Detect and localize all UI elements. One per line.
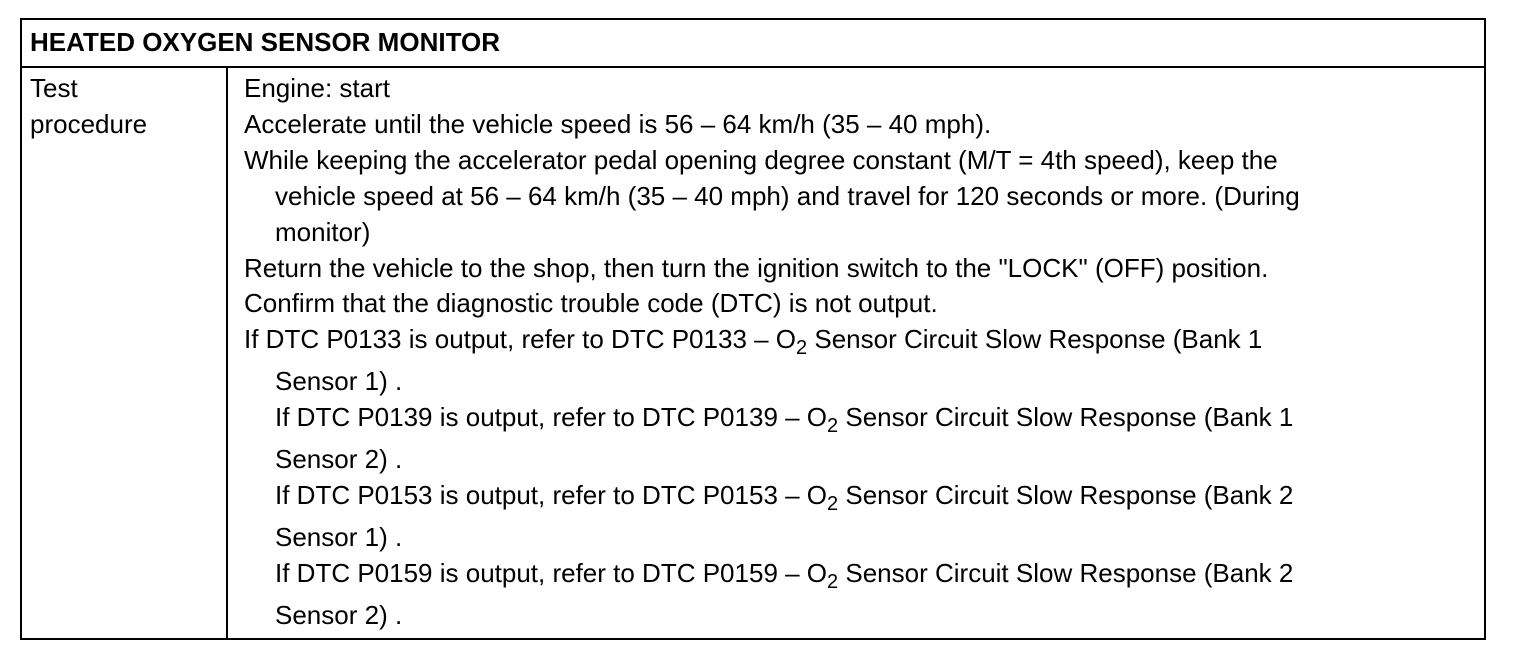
dtc-text: Sensor Circuit Slow Response (Bank 1 [838,402,1294,432]
procedure-table [20,18,1486,640]
dtc-p0133-line-1 [244,321,1262,360]
dtc-p0159-line-1 [275,555,1293,594]
dtc-text: Sensor Circuit Slow Response (Bank 2 [838,558,1294,588]
row-label-line-1: Test [30,73,78,103]
subscript: 2 [827,493,839,515]
step-engine-start: Engine: start [244,73,390,103]
dtc-p0139-line-1 [275,399,1293,438]
dtc-text: If DTC P0159 is output, refer to DTC P0159 – O [275,558,828,588]
step-accelerate: Accelerate until the vehicle speed is 56 – 64 km/h (35 – 40 mph). [244,109,992,139]
step-keep-speed-line-1: While keeping the accelerator pedal opening degree constant (M/T = 4th speed), keep the [244,145,1278,175]
step-keep-speed-line-2: vehicle speed at 56 – 64 km/h (35 – 40 mph) and travel for 120 seconds or more. (During [275,181,1300,211]
dtc-p0159-line-2: Sensor 2) . [275,600,403,630]
row-label-line-2: procedure [30,109,148,139]
row-label [30,70,147,142]
step-keep-speed-line-3: monitor) [275,217,371,247]
dtc-text: Sensor Circuit Slow Response (Bank 2 [838,480,1294,510]
subscript: 2 [796,337,808,359]
step-confirm-dtc: Confirm that the diagnostic trouble code (DTC) is not output. [244,288,938,318]
dtc-text: If DTC P0139 is output, refer to DTC P0139 – O [275,402,828,432]
dtc-p0153-line-2: Sensor 1) . [275,522,403,552]
dtc-text: If DTC P0153 is output, refer to DTC P0153 – O [275,480,828,510]
dtc-p0153-line-1 [275,477,1293,516]
dtc-text: If DTC P0133 is output, refer to DTC P0133 – O [244,324,797,354]
table-title: HEATED OXYGEN SENSOR MONITOR [30,27,500,57]
step-return-vehicle: Return the vehicle to the shop, then turn the ignition switch to the "LOCK" (OFF) position. [244,253,1269,283]
dtc-text: Sensor Circuit Slow Response (Bank 1 [807,324,1263,354]
subscript: 2 [827,415,839,437]
subscript: 2 [827,571,839,593]
column-divider [226,68,228,638]
dtc-p0139-line-2: Sensor 2) . [275,444,403,474]
dtc-p0133-line-2: Sensor 1) . [275,366,403,396]
table-header [22,20,1484,68]
